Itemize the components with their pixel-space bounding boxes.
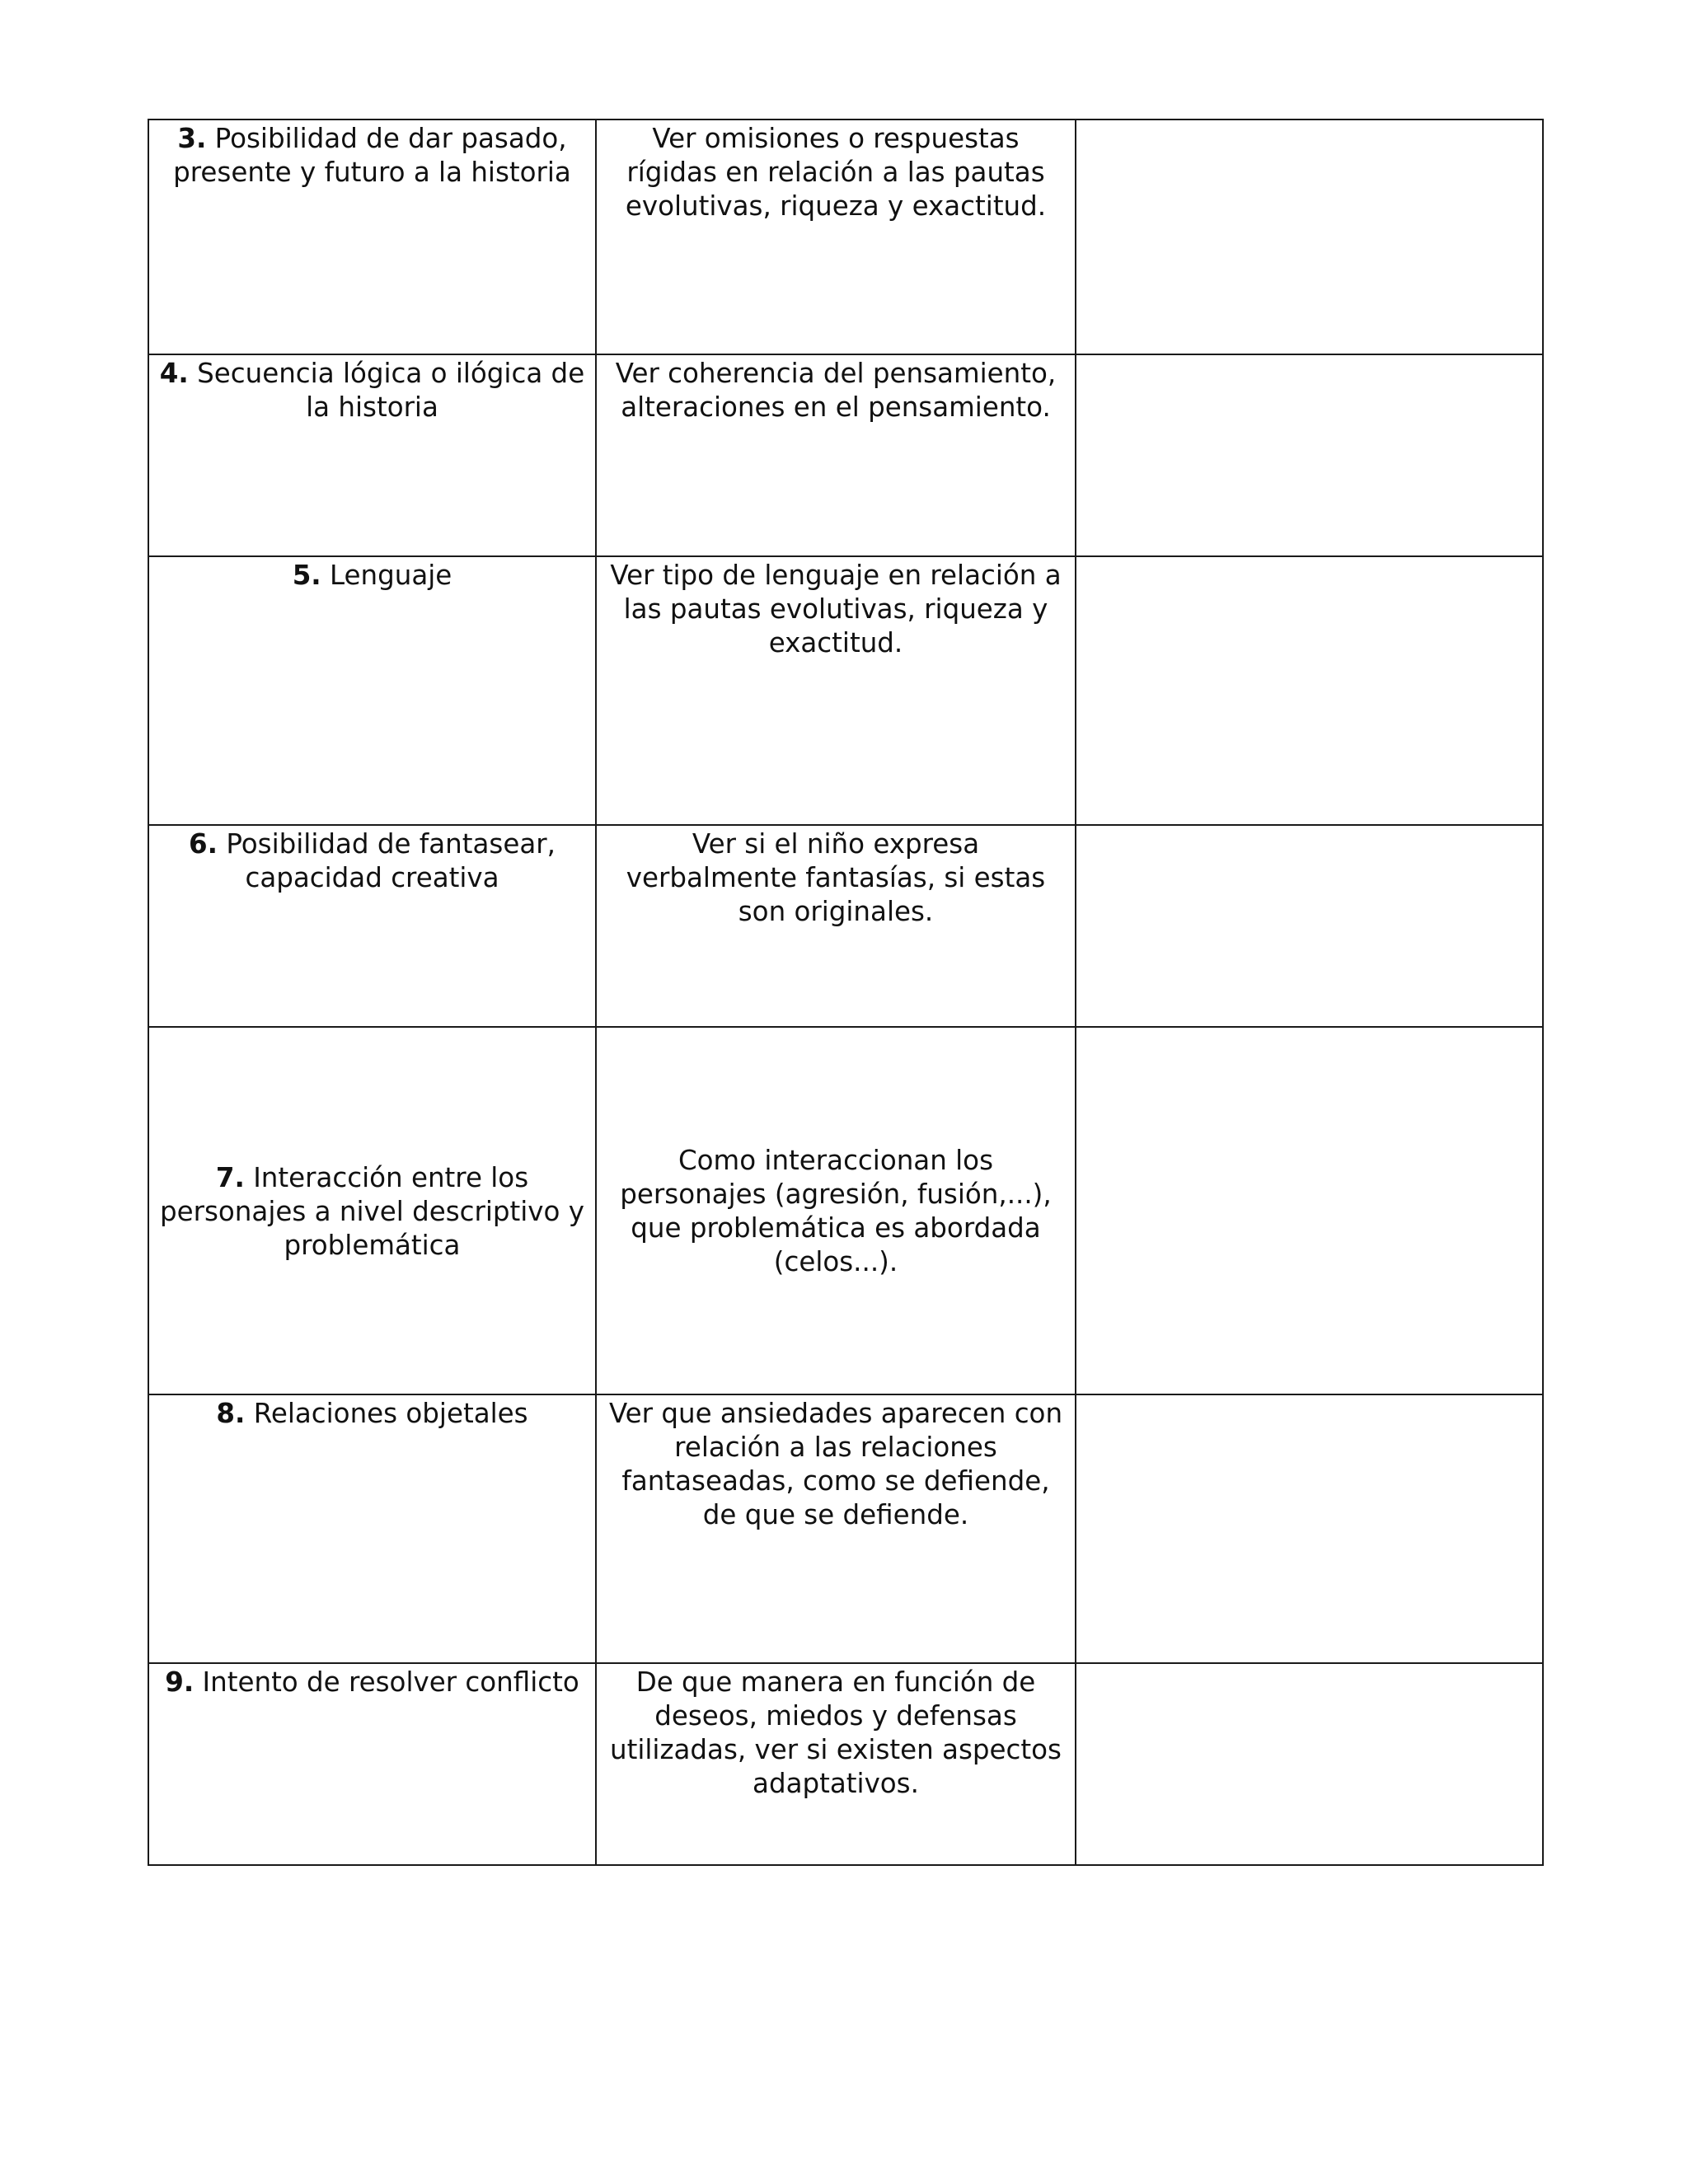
table-row (148, 556, 1543, 825)
description-cell (596, 556, 1076, 825)
criterion-text: Relaciones objetales (253, 1398, 528, 1429)
description-text: Ver si el niño expresa verbalmente fantasías, si estas son originales. (626, 828, 1046, 927)
criterion-text: Secuencia lógica o ilógica de la historia (197, 358, 585, 423)
item-number: 4. (159, 358, 189, 389)
criterion-text: Lenguaje (330, 560, 452, 591)
description-text: Ver tipo de lenguaje en relación a las pautas evolutivas, riqueza y exactitud. (610, 560, 1062, 658)
criterion-cell (148, 825, 596, 1027)
description-text: Como interaccionan los personajes (agresión, fusión,...), que problemática es abordada (celos...). (620, 1145, 1052, 1277)
description-text: Ver coherencia del pensamiento, alteraciones en el pensamiento. (615, 358, 1057, 423)
description-text: De que manera en función de deseos, miedos y defensas utilizadas, ver si existen aspectos adaptativos. (610, 1666, 1062, 1799)
item-number: 3. (177, 123, 207, 154)
notes-cell[interactable] (1076, 354, 1543, 556)
table-row (148, 825, 1543, 1027)
notes-cell[interactable] (1076, 120, 1543, 354)
criterion-cell (148, 1394, 596, 1663)
criterion-cell (148, 120, 596, 354)
description-text: Ver que ansiedades aparecen con relación a las relaciones fantaseadas, como se defiende, de que se defiende. (608, 1398, 1063, 1530)
description-cell (596, 354, 1076, 556)
criterion-text: Posibilidad de fantasear, capacidad creativa (226, 828, 556, 893)
description-text: Ver omisiones o respuestas rígidas en relación a las pautas evolutivas, riqueza y exactitud. (625, 123, 1047, 222)
item-number: 5. (292, 560, 321, 591)
criterion-text: Interacción entre los personajes a nivel descriptivo y problemática (160, 1161, 584, 1261)
item-number: 6. (189, 828, 218, 860)
item-number: 7. (215, 1161, 245, 1193)
table-row (148, 120, 1543, 354)
criterion-cell (148, 354, 596, 556)
criterion-cell (148, 1663, 596, 1865)
notes-cell[interactable] (1076, 556, 1543, 825)
evaluation-table (148, 119, 1544, 1866)
notes-cell[interactable] (1076, 1394, 1543, 1663)
notes-cell[interactable] (1076, 1663, 1543, 1865)
description-cell (596, 120, 1076, 354)
criterion-text: Intento de resolver conflicto (202, 1666, 579, 1698)
description-cell (596, 825, 1076, 1027)
table-row (148, 1394, 1543, 1663)
notes-cell[interactable] (1076, 825, 1543, 1027)
table-row (148, 1663, 1543, 1865)
item-number: 8. (216, 1398, 246, 1429)
table-row (148, 354, 1543, 556)
notes-cell[interactable] (1076, 1027, 1543, 1394)
description-cell (596, 1394, 1076, 1663)
item-number: 9. (165, 1666, 195, 1698)
description-cell (596, 1027, 1076, 1394)
description-cell (596, 1663, 1076, 1865)
table-row (148, 1027, 1543, 1394)
criterion-cell (148, 556, 596, 825)
criterion-text: Posibilidad de dar pasado, presente y futuro a la historia (173, 123, 571, 188)
criterion-cell (148, 1027, 596, 1394)
